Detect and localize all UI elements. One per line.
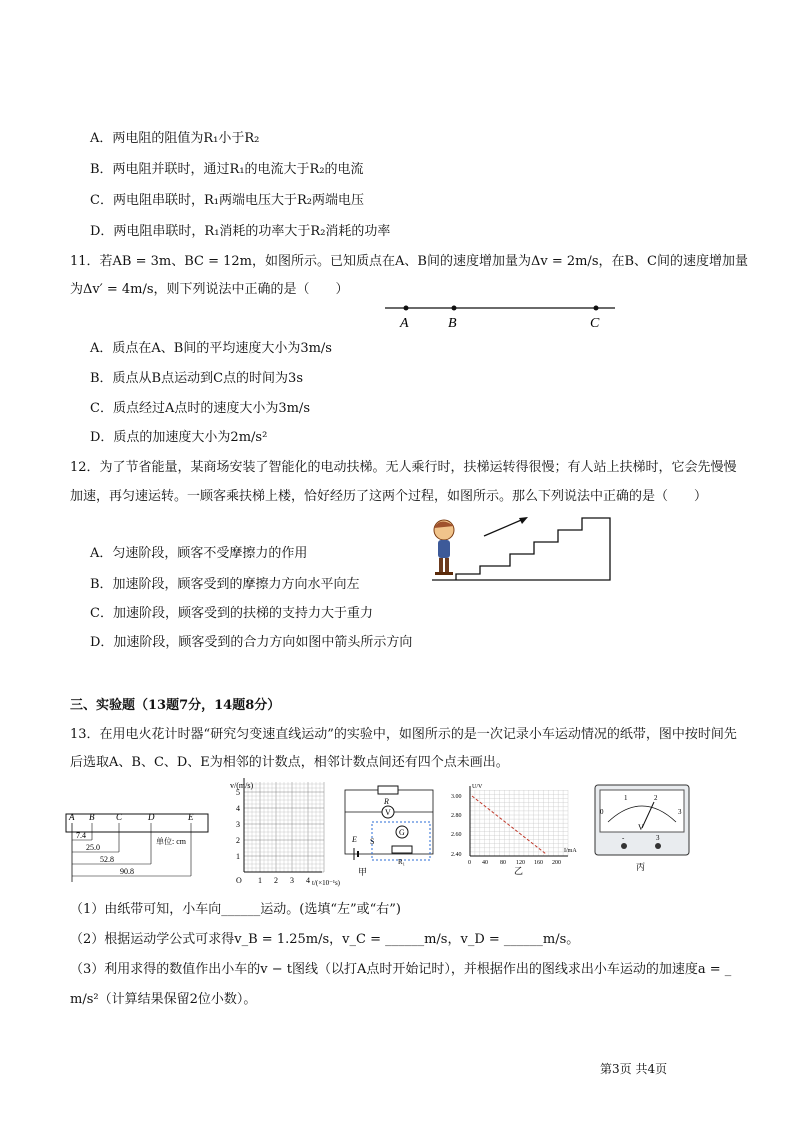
resistor-r1-label: R₁ <box>398 858 406 866</box>
battery-label: E <box>352 835 357 844</box>
ui-ytick-300: 3.00 <box>451 794 462 800</box>
point-b-label: B <box>448 316 457 331</box>
voltmeter-figure <box>592 782 692 874</box>
q11-option-c: C．质点经过A点时的速度大小为3m/s <box>90 401 310 416</box>
vt-xtick-2: 2 <box>274 876 278 885</box>
galvanometer-label: G <box>399 828 405 837</box>
tape-dist-ad: 52.8 <box>100 855 114 864</box>
terminal-plus-label: 3 <box>656 834 660 842</box>
q13-sub3-line1: （3）利用求得的数值作出小车的v − t图线（以打A点时开始记时），并根据作出的图线求出小车运动的加速度a = _ <box>70 962 732 977</box>
vt-ytick-3: 3 <box>236 820 240 829</box>
voltmeter-label: V <box>385 808 391 817</box>
q13-sub2: （2）根据运动学公式可求得v_B = 1.25m/s，v_C = ______m/s，v_D = ______m/s。 <box>70 932 580 947</box>
meter-unit: V <box>638 823 644 832</box>
vt-ytick-4: 4 <box>236 804 240 813</box>
ui-xtick-40: 40 <box>482 860 488 866</box>
q10-option-b: B．两电阻并联时，通过R₁的电流大于R₂的电流 <box>90 162 364 177</box>
vt-ylabel: v/(m/s) <box>230 781 254 790</box>
resistor-r1 <box>392 846 412 853</box>
q12-option-c: C．加速阶段，顾客受到的扶梯的支持力大于重力 <box>90 606 373 621</box>
tape-label-b: B <box>89 812 95 822</box>
vt-grid <box>244 782 324 872</box>
circuit-figure <box>340 782 440 878</box>
vt-ytick-2: 2 <box>236 836 240 845</box>
q12-option-b: B．加速阶段，顾客受到的摩擦力方向水平向左 <box>90 577 360 592</box>
meter-scale-0: 0 <box>600 808 604 816</box>
q12-stem-line1: 12．为了节省能量，某商场安装了智能化的电动扶梯。无人乘行时，扶梯运转得很慢；有人站上扶梯时，它会先慢慢 <box>70 460 737 475</box>
q13-sub3-line2: m/s²（计算结果保留2位小数）。 <box>70 992 257 1007</box>
q11-figure <box>380 298 620 332</box>
q11-option-d: D．质点的加速度大小为2m/s² <box>90 430 268 445</box>
q10-option-d: D．两电阻串联时，R₁消耗的功率大于R₂消耗的功率 <box>90 224 391 239</box>
tape-dist-ac: 25.0 <box>86 843 100 852</box>
escalator-steps <box>432 518 610 580</box>
q12-option-d: D．加速阶段，顾客受到的合力方向如图中箭头所示方向 <box>90 635 413 650</box>
customer-figure <box>434 520 454 575</box>
ui-ytick-260: 2.60 <box>451 832 462 838</box>
tape-unit: 单位: cm <box>156 837 186 846</box>
q13-sub1: （1）由纸带可知，小车向______运动。(选填“左”或“右”) <box>70 902 401 917</box>
ui-xtick-80: 80 <box>500 860 506 866</box>
page-number: 第3页 共4页 <box>600 1062 668 1076</box>
section-title-experiments: 三、实验题（13题7分，14题8分） <box>70 698 281 713</box>
q12-option-a: A．匀速阶段，顾客不受摩擦力的作用 <box>90 546 308 561</box>
vt-ytick-1: 1 <box>236 852 240 861</box>
tape-strip <box>66 814 208 832</box>
ui-xtick-0: 0 <box>468 860 471 866</box>
vt-origin: O <box>236 876 242 885</box>
q11-stem-line1: 11．若AB = 3m、BC = 12m，如图所示。已知质点在A、B间的速度增加量为Δv = 2m/s，在B、C间的速度增加量 <box>70 254 748 269</box>
vt-xtick-4: 4 <box>306 876 310 885</box>
terminal-plus-icon <box>655 843 661 849</box>
point-c-label: C <box>590 316 600 331</box>
q11-option-a: A．质点在A、B间的平均速度大小为3m/s <box>90 341 332 356</box>
tape-label-e: E <box>188 812 194 822</box>
switch-label: S <box>370 837 375 846</box>
q12-stem-line2: 加速，再匀速运转。一顾客乘扶梯上楼，恰好经历了这两个过程，如图所示。那么下列说法中正确的是（ ） <box>70 489 708 504</box>
escalator-figure <box>420 508 620 584</box>
tape-label-d: D <box>148 812 155 822</box>
ui-grid <box>470 790 568 856</box>
ui-ytick-240: 2.40 <box>451 852 462 858</box>
q13-stem-line2: 后选取A、B、C、D、E为相邻的计数点，相邻计数点间还有四个点未画出。 <box>70 755 509 770</box>
tape-label-a: A <box>69 812 75 822</box>
tape-label-c: C <box>116 812 123 822</box>
meter-scale-3: 3 <box>678 808 682 816</box>
circuit-caption: 甲 <box>358 867 368 877</box>
arrow-head <box>519 517 528 524</box>
point-a-dot <box>404 306 409 311</box>
ui-xtick-120: 120 <box>516 860 525 866</box>
q11-option-b: B．质点从B点运动到C点的时间为3s <box>90 371 303 386</box>
terminal-minus-label: - <box>622 834 625 842</box>
resistor-r-label: R <box>384 797 389 806</box>
q10-option-a: A．两电阻的阻值为R₁小于R₂ <box>90 131 260 146</box>
meter-caption: 丙 <box>636 862 646 872</box>
vt-xlabel: t/(×10⁻¹s) <box>312 879 341 887</box>
meter-scale-1: 1 <box>624 794 628 802</box>
tape-dist-ab: 7.4 <box>76 831 86 840</box>
vt-xtick-3: 3 <box>290 876 294 885</box>
terminal-minus-icon <box>621 843 627 849</box>
paper-tape-figure <box>64 808 214 888</box>
ui-graph-figure <box>450 780 590 876</box>
vt-xtick-1: 1 <box>258 876 262 885</box>
point-b-dot <box>452 306 457 311</box>
point-c-dot <box>594 306 599 311</box>
ui-caption: 乙 <box>514 866 524 876</box>
q10-option-c: C．两电阻串联时，R₁两端电压大于R₂两端电压 <box>90 193 364 208</box>
tape-dist-ae: 90.8 <box>120 867 134 876</box>
resistor-r <box>378 786 398 794</box>
acceleration-arrow <box>484 518 526 536</box>
point-a-label: A <box>400 316 409 331</box>
ui-xlabel: I/mA <box>564 848 577 854</box>
ui-ytick-280: 2.80 <box>451 813 462 819</box>
vt-ytick-5: 5 <box>236 788 240 797</box>
q13-stem-line1: 13．在用电火花计时器“研究匀变速直线运动”的实验中，如图所示的是一次记录小车运动情况的纸带，图中按时间先 <box>70 727 737 742</box>
q11-stem-line2: 为Δv′ = 4m/s，则下列说法中正确的是（ ） <box>70 282 349 297</box>
meter-scale-2: 2 <box>654 794 658 802</box>
ui-xtick-200: 200 <box>552 860 561 866</box>
ui-xtick-160: 160 <box>534 860 543 866</box>
vt-grid-figure <box>222 772 352 890</box>
ui-ylabel: U/V <box>472 784 483 790</box>
